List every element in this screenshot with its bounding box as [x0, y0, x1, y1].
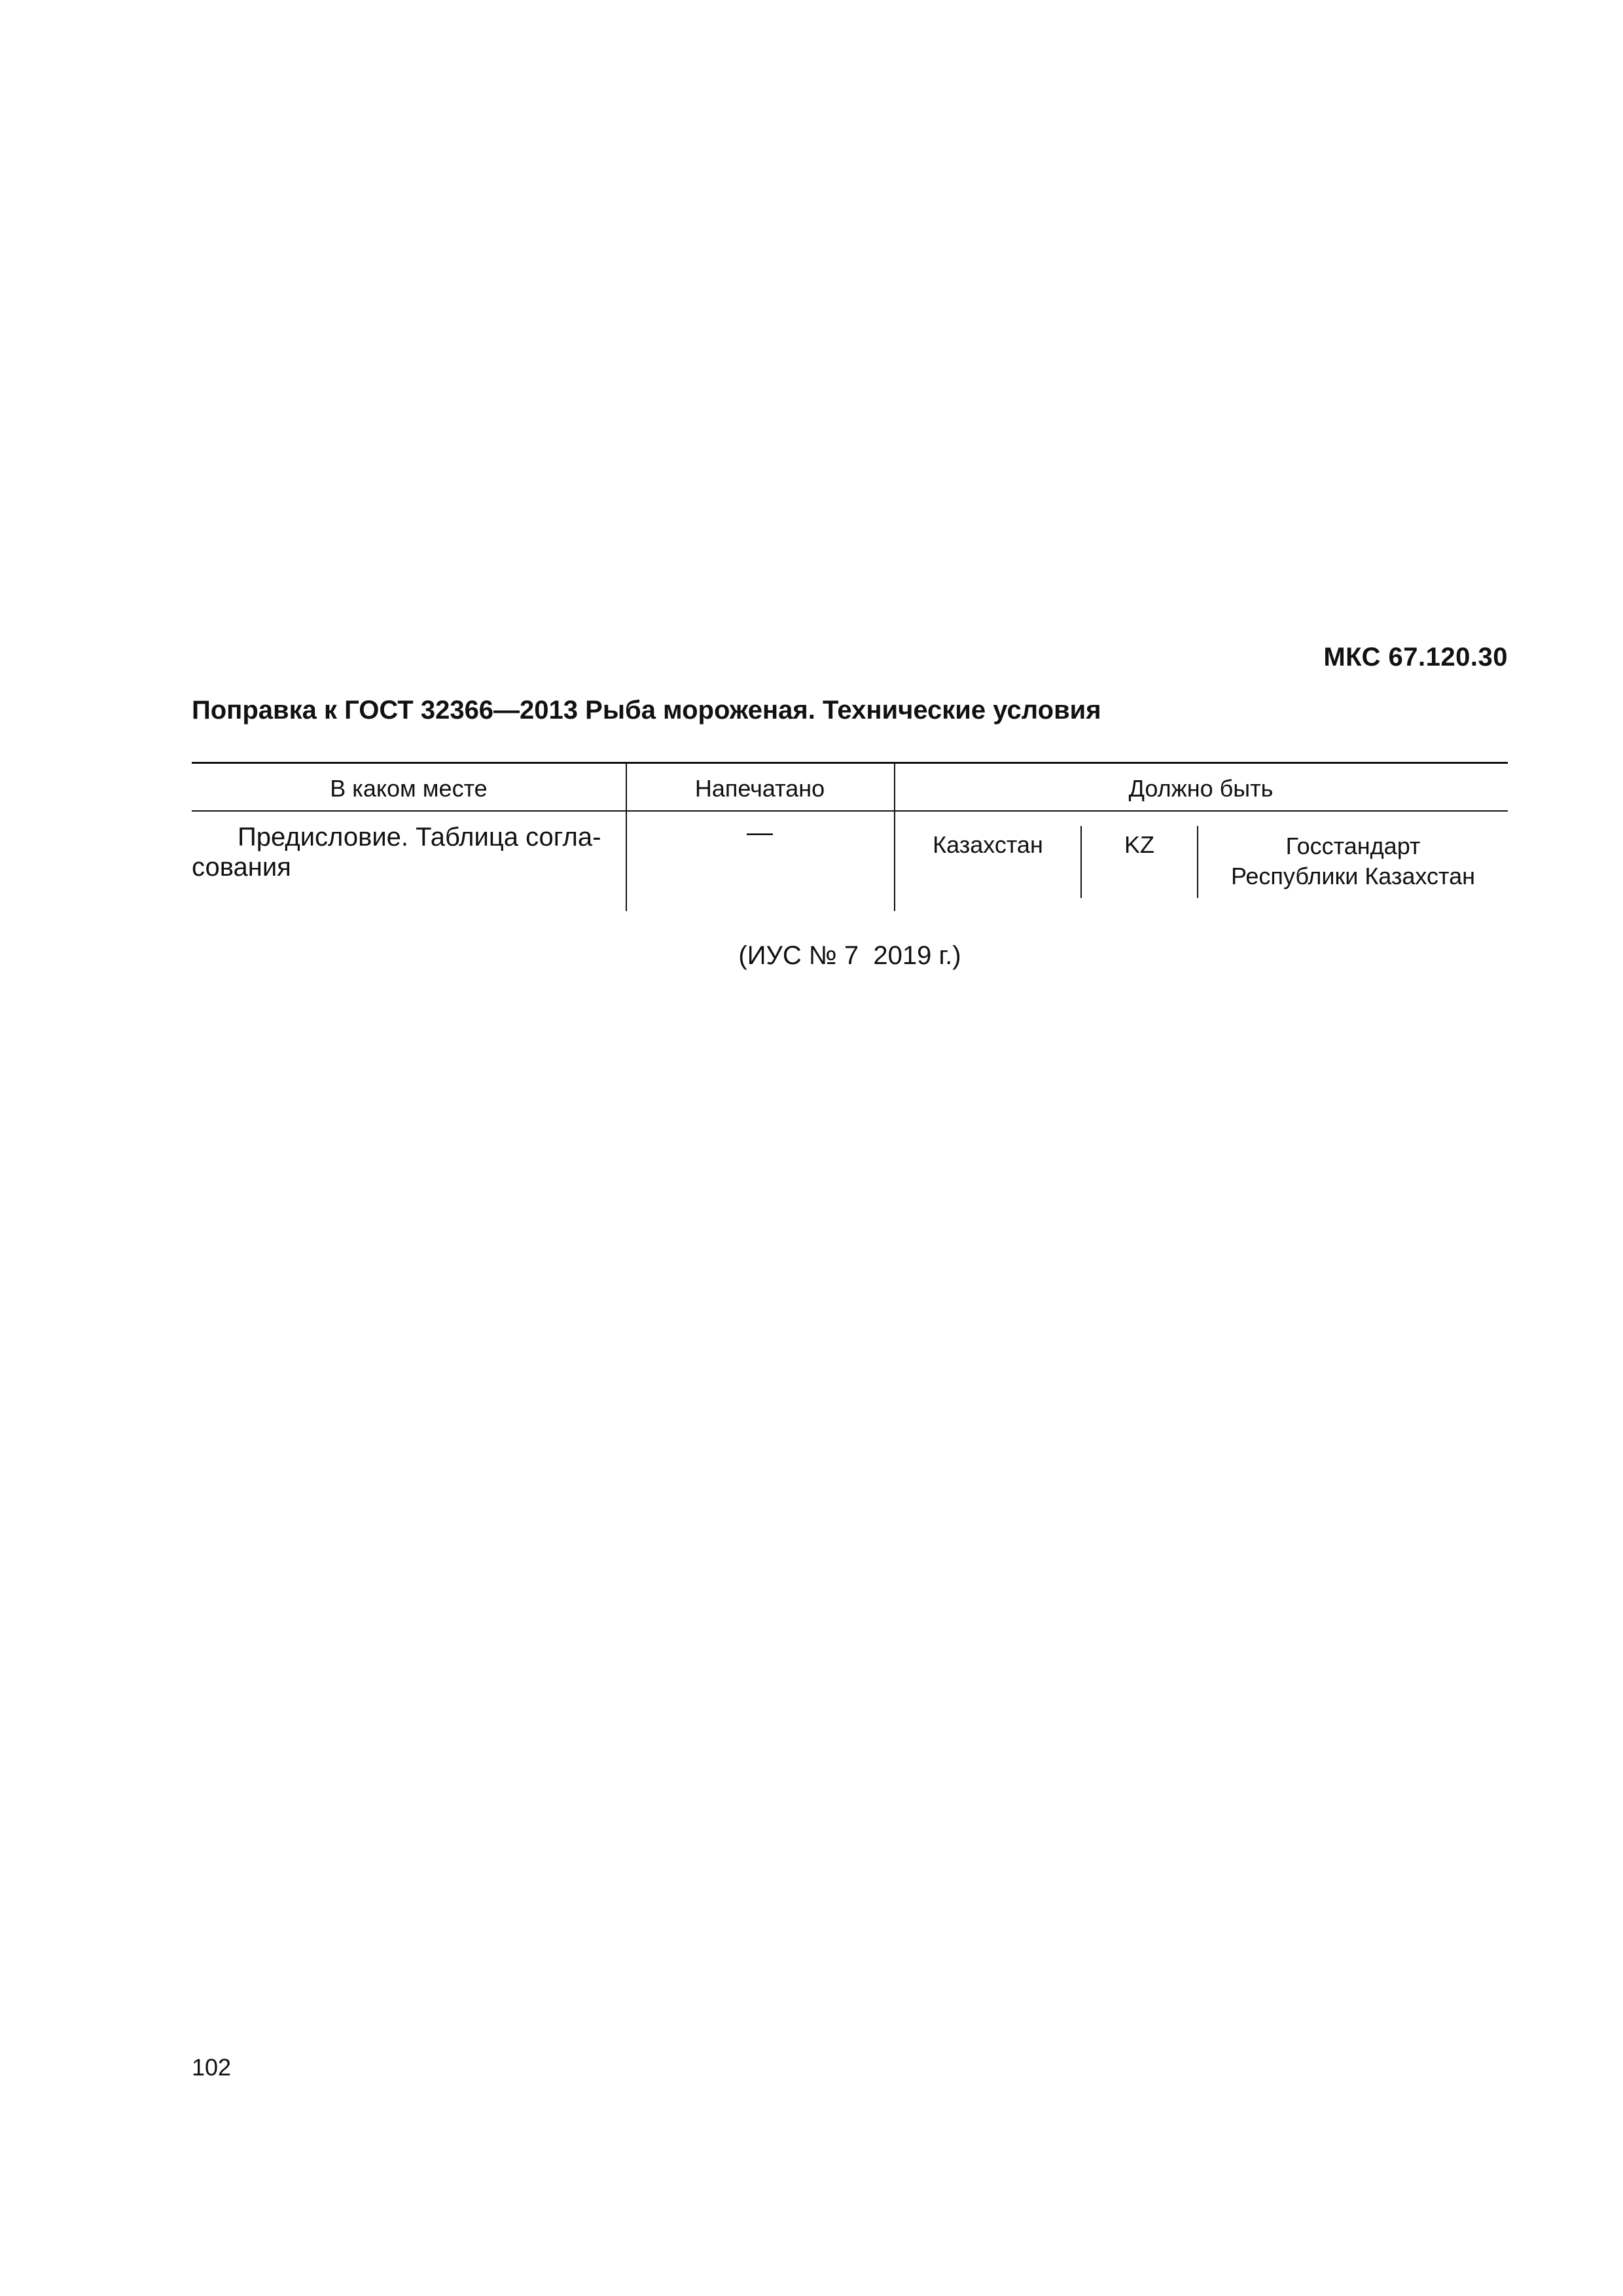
document-title: Поправка к ГОСТ 32366—2013 Рыба мороженая. Технические условия [192, 696, 1101, 725]
source-note: (ИУС № 7 2019 г.) [738, 941, 961, 970]
column-header-should-be: Должно быть [1128, 775, 1274, 802]
place-line-1: Предисловие. Таблица согла- [238, 823, 601, 852]
place-line-2: сования [192, 853, 291, 882]
column-header-printed: Напечатано [694, 775, 825, 802]
table-row-country: Казахстан [933, 831, 1043, 858]
organization-line-1: Госстандарт [1285, 833, 1421, 859]
classification-code: МКС 67.120.30 [1323, 643, 1508, 672]
correction-table [192, 762, 1508, 911]
table-row-organization [1198, 831, 1508, 891]
table-top-rule [192, 762, 1508, 764]
table-row-printed: — [747, 818, 773, 847]
table-row-country-code: KZ [1124, 831, 1154, 858]
organization-line-2: Республики Казахстан [1230, 863, 1476, 889]
column-header-place: В каком месте [330, 775, 488, 802]
page-number: 102 [192, 2054, 232, 2081]
table-row-place [192, 822, 620, 882]
table-header-rule [192, 810, 1508, 812]
